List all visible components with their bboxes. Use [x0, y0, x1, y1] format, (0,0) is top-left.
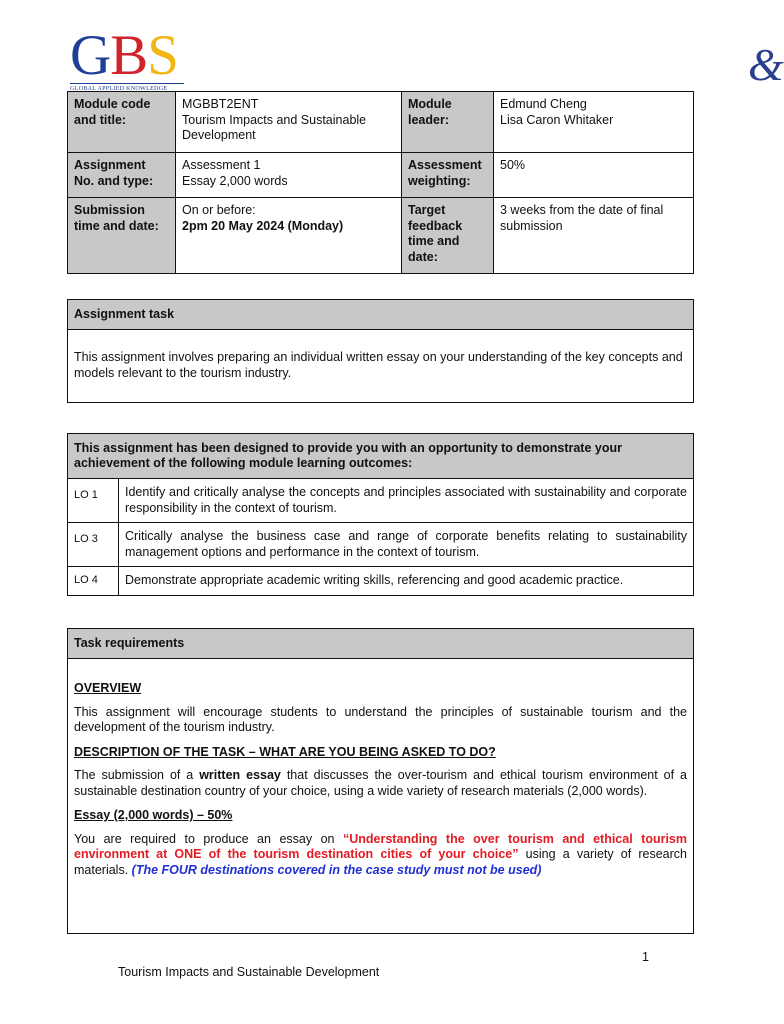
module-info-table [67, 91, 694, 274]
submission-date: 2pm 20 May 2024 (Monday) [182, 218, 344, 233]
essay-heading: Essay (2,000 words) – 50% [74, 808, 233, 822]
logo-letters [70, 24, 188, 87]
description-heading: DESCRIPTION OF THE TASK – WHAT ARE YOU BEING ASKED TO DO? [74, 744, 496, 759]
list-item [68, 566, 693, 595]
table-row [68, 153, 694, 198]
assignment-task-text: This assignment involves preparing an individual written essay on your understanding of the key concepts and models relevant to the tourism industry. [74, 350, 683, 380]
logo-letter-g: G [70, 24, 111, 87]
weighting-label: Assessment weighting: [402, 153, 494, 198]
leader-cell [494, 92, 694, 153]
task-requirements-heading: Task requirements [68, 629, 693, 659]
table-row [68, 198, 694, 274]
leader-label: Module leader: [402, 92, 494, 153]
logo-letter-b: B [110, 24, 148, 87]
submission-cell [176, 198, 402, 274]
module-title: Tourism Impacts and Sustainable Development [182, 112, 367, 142]
description-pre: The submission of a [74, 768, 200, 782]
submission-label: Submission time and date: [68, 198, 176, 274]
leader-name: Lisa Caron Whitaker [500, 112, 614, 127]
list-item [68, 522, 693, 566]
submission-line: On or before: [182, 203, 256, 217]
description-post: that discusses the over-tourism and ethical tourism environment of a sustainable destination country of your choice, using a wide variety of research materials (2,000 words). [74, 768, 687, 798]
logo-letter-s: S [147, 24, 178, 87]
assignment-task-box [67, 299, 694, 403]
lo-text: Identify and critically analyse the concepts and principles associated with sustainability and corporate responsibility in the context of tourism. [125, 485, 687, 515]
overview-heading: OVERVIEW [74, 681, 142, 695]
module-label: Module code and title: [68, 92, 176, 153]
lo-code: LO 3 [68, 523, 119, 566]
page-footer: Tourism Impacts and Sustainable Development [118, 965, 380, 979]
module-cell [176, 92, 402, 153]
essay-pre: You are required to produce an essay on [74, 831, 343, 846]
gbs-logo [70, 24, 188, 92]
lo-code: LO 1 [68, 479, 119, 522]
description-bold: written essay [199, 768, 281, 782]
assignment-task-heading: Assignment task [68, 300, 693, 330]
overview-text: This assignment will encourage students to understand the principles of sustainable tourism and the development of the tourism industry. [74, 704, 687, 734]
essay-text [74, 832, 687, 879]
page-number: 1 [642, 950, 649, 964]
essay-topic: “Understanding the over tourism and ethical tourism environment at ONE of the tourism destination cities of your choice” [74, 831, 687, 861]
leader-name: Edmund Cheng [500, 97, 587, 111]
feedback-value: 3 weeks from the date of final submission [494, 198, 694, 274]
edge-logo-mark: & [748, 39, 784, 90]
table-row [68, 92, 694, 153]
lo-text: Demonstrate appropriate academic writing skills, referencing and good academic practice. [125, 573, 624, 587]
weighting-value: 50% [494, 153, 694, 198]
feedback-label: Target feedback time and date: [402, 198, 494, 274]
task-requirements-body [68, 659, 693, 899]
assignment-label: Assignment No. and type: [68, 153, 176, 198]
assignment-number: Assessment 1 [182, 158, 261, 172]
learning-outcomes-box [67, 433, 694, 596]
module-code: MGBBT2ENT [182, 97, 259, 111]
list-item [68, 479, 693, 522]
assignment-cell [176, 153, 402, 198]
learning-outcomes-heading: This assignment has been designed to provide you with an opportunity to demonstrate your achievement of the following module learning outcomes: [68, 434, 693, 479]
task-requirements-box [67, 628, 694, 934]
assignment-type: Essay 2,000 words [182, 173, 288, 188]
essay-note: (The FOUR destinations covered in the case study must not be used) [131, 862, 542, 877]
essay-mid: using a variety of research materials. [74, 847, 687, 877]
lo-code: LO 4 [68, 567, 119, 595]
description-text [74, 768, 687, 799]
lo-text: Critically analyse the business case and range of corporate benefits relating to sustainability management options and performance in the context of tourism. [125, 529, 687, 559]
logo-tagline: GLOBAL APPLIED KNOWLEDGE [70, 83, 184, 92]
